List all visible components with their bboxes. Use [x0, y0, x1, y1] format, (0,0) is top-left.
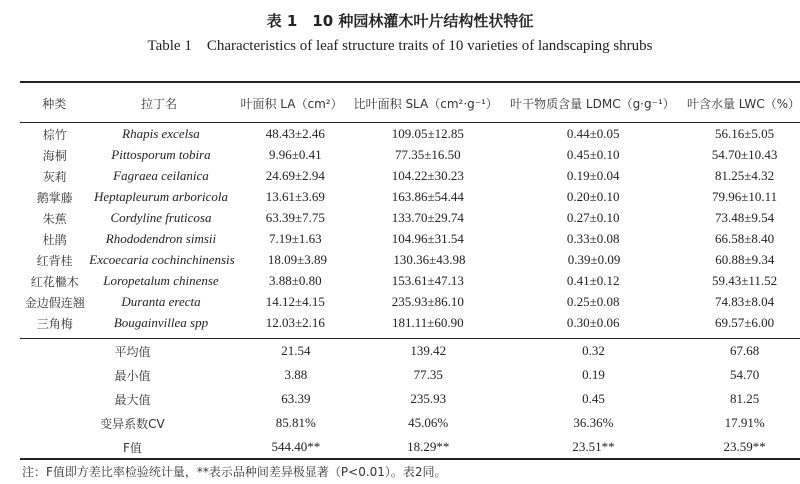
table-row: [20, 186, 800, 208]
summary-lwc-cell: 23.59**: [723, 439, 766, 454]
summary-lwc-cell: 81.25: [729, 391, 760, 406]
sla-cell: 104.96±31.54: [391, 231, 464, 246]
summary-row: [20, 436, 800, 458]
la-cell: 12.03±2.16: [265, 315, 325, 330]
summary-row: [20, 388, 800, 410]
table-title-en: Table 1 Characteristics of leaf structure traits of 10 varieties of landscaping shrubs: [147, 38, 653, 54]
latin-name-cell: Rhapis excelsa: [122, 126, 200, 141]
header-latin: 拉丁名: [141, 96, 178, 111]
ldmc-cell: 0.39±0.09: [567, 252, 621, 267]
lwc-cell: 81.25±4.32: [714, 168, 775, 183]
summary-label: 平均值: [114, 344, 151, 359]
sla-cell: 130.36±43.98: [393, 252, 466, 267]
la-cell: 9.96±0.41: [269, 147, 322, 162]
ldmc-cell: 0.19±0.04: [566, 168, 620, 183]
la-cell: 3.88±0.80: [269, 273, 322, 288]
sla-cell: 163.86±54.44: [391, 189, 464, 204]
ldmc-cell: 0.27±0.10: [566, 210, 620, 225]
sla-cell: 235.93±86.10: [391, 294, 464, 309]
summary-sla-cell: 18.29**: [407, 439, 450, 454]
table-row: [20, 207, 800, 229]
ldmc-cell: 0.20±0.10: [566, 189, 620, 204]
summary-sla-cell: 45.06%: [408, 415, 449, 430]
table-note: 注：F值即方差比率检验统计量，**表示品种间差异极显著（P<0.01）。表2同。: [22, 465, 447, 479]
table-row: [20, 228, 800, 250]
species-cell: 朱蕉: [42, 211, 67, 226]
summary-la-cell: 21.54: [281, 343, 311, 358]
summary-ldmc-cell: 0.45: [582, 391, 605, 406]
la-cell: 7.19±1.63: [269, 231, 322, 246]
summary-sla-cell: 139.42: [410, 343, 447, 358]
table-row: [20, 165, 800, 187]
species-cell: 红花檵木: [30, 274, 79, 289]
sla-cell: 104.22±30.23: [391, 168, 464, 183]
species-cell: 杜鹃: [42, 232, 67, 247]
summary-la-cell: 63.39: [281, 391, 311, 406]
summary-label: F值: [123, 440, 142, 455]
summary-label: 变异系数CV: [100, 416, 165, 431]
species-cell: 红背桂: [36, 253, 73, 268]
table-row: [20, 144, 800, 166]
header-species: 种类: [42, 96, 67, 111]
latin-name-cell: Heptapleurum arboricola: [93, 189, 228, 204]
top-rule: [20, 81, 800, 83]
la-cell: 13.61±3.69: [265, 189, 325, 204]
ldmc-cell: 0.25±0.08: [566, 294, 620, 309]
summary-label: 最小值: [114, 368, 151, 383]
summary-sla-cell: 77.35: [413, 367, 443, 382]
ldmc-cell: 0.33±0.08: [566, 231, 620, 246]
summary-ldmc-cell: 0.32: [582, 343, 605, 358]
summary-la-cell: 544.40**: [271, 439, 321, 454]
latin-name-cell: Bougainvillea spp: [113, 315, 209, 330]
sla-cell: 153.61±47.13: [391, 273, 464, 288]
species-cell: 海桐: [42, 148, 67, 163]
latin-name-cell: Fagraea ceilanica: [113, 168, 209, 183]
table-row: [20, 249, 800, 271]
summary-ldmc-cell: 0.19: [582, 367, 605, 382]
lwc-cell: 59.43±11.52: [711, 273, 778, 288]
table-row: [20, 291, 800, 313]
ldmc-cell: 0.44±0.05: [566, 126, 620, 141]
summary-sla-cell: 235.93: [410, 391, 447, 406]
header-lwc: 叶含水量 LWC（%）: [686, 96, 800, 111]
species-cell: 三角梅: [36, 316, 73, 331]
species-cell: 棕竹: [42, 127, 67, 142]
sla-cell: 181.11±60.90: [392, 315, 464, 330]
lwc-cell: 69.57±6.00: [714, 315, 775, 330]
lwc-cell: 73.48±9.54: [714, 210, 775, 225]
summary-row: [20, 412, 800, 434]
ldmc-cell: 0.45±0.10: [566, 147, 620, 162]
table-row: [20, 312, 800, 334]
lwc-cell: 60.88±9.34: [715, 252, 775, 267]
latin-name-cell: Duranta erecta: [121, 294, 201, 309]
la-cell: 14.12±4.15: [265, 294, 325, 309]
latin-name-cell: Excoecaria cochinchinensis: [89, 252, 235, 267]
species-cell: 灰莉: [42, 169, 67, 184]
sla-cell: 77.35±16.50: [395, 147, 461, 162]
lwc-cell: 54.70±10.43: [711, 147, 778, 162]
header-row: [20, 92, 800, 114]
summary-label: 最大值: [114, 392, 151, 407]
lwc-cell: 74.83±8.04: [714, 294, 775, 309]
ldmc-cell: 0.30±0.06: [566, 315, 620, 330]
table-row: [20, 123, 800, 145]
latin-name-cell: Loropetalum chinense: [103, 273, 219, 288]
latin-name-cell: Rhododendron simsii: [105, 231, 217, 246]
summary-row: [20, 340, 800, 362]
species-cell: 鹅掌藤: [36, 190, 73, 205]
la-cell: 48.43±2.46: [265, 126, 325, 141]
header-sla: 比叶面积 SLA（cm²·g⁻¹）: [353, 96, 498, 111]
summary-lwc-cell: 17.91%: [724, 415, 765, 430]
species-cell: 金边假连翘: [24, 295, 85, 310]
la-cell: 24.69±2.94: [265, 168, 325, 183]
bottom-rule: [20, 458, 800, 460]
summary-ldmc-cell: 36.36%: [573, 415, 614, 430]
la-cell: 18.09±3.89: [267, 252, 327, 267]
la-cell: 63.39±7.75: [265, 210, 325, 225]
lwc-cell: 79.96±10.11: [711, 189, 778, 204]
header-la: 叶面积 LA（cm²）: [240, 96, 343, 111]
latin-name-cell: Pittosporum tobira: [111, 147, 211, 162]
summary-la-cell: 85.81%: [275, 415, 316, 430]
header-ldmc: 叶干物质含量 LDMC（g·g⁻¹）: [510, 96, 675, 111]
sla-cell: 109.05±12.85: [391, 126, 464, 141]
ldmc-cell: 0.41±0.12: [566, 273, 620, 288]
sla-cell: 133.70±29.74: [391, 210, 464, 225]
table-row: [20, 270, 800, 292]
summary-row: [20, 364, 800, 386]
summary-ldmc-cell: 23.51**: [572, 439, 615, 454]
latin-name-cell: Cordyline fruticosa: [110, 210, 212, 225]
mid-rule: [20, 338, 800, 339]
summary-lwc-cell: 54.70: [729, 367, 760, 382]
summary-lwc-cell: 67.68: [729, 343, 760, 358]
table-title-cn: 表 1 10 种园林灌木叶片结构性状特征: [266, 12, 534, 30]
lwc-cell: 56.16±5.05: [714, 126, 775, 141]
lwc-cell: 66.58±8.40: [714, 231, 775, 246]
summary-la-cell: 3.88: [284, 367, 308, 382]
